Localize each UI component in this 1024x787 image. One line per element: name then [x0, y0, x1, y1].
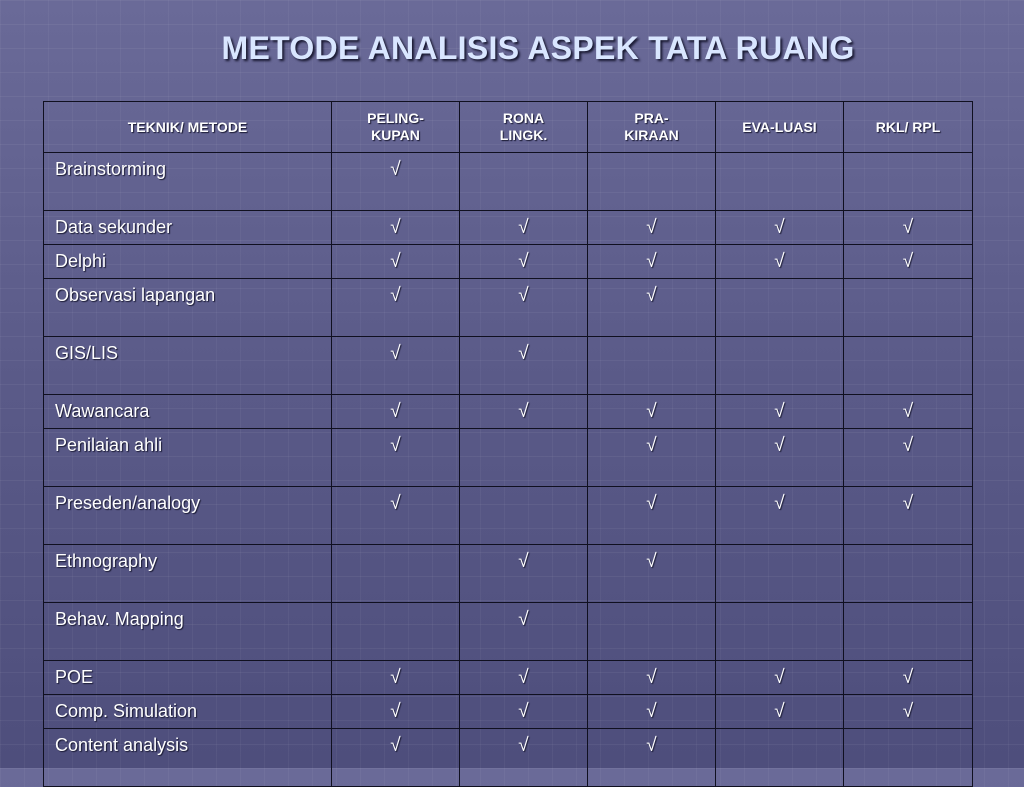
table-row	[44, 487, 973, 545]
method-name-cell: Penilaian ahli	[44, 429, 332, 487]
check-mark-icon: √	[716, 245, 844, 279]
table-row	[44, 245, 973, 279]
empty-cell	[460, 153, 588, 211]
check-mark-icon: √	[844, 661, 973, 695]
table-row	[44, 279, 973, 337]
empty-cell	[332, 545, 460, 603]
check-mark-icon: √	[588, 695, 716, 729]
method-name-cell: Content analysis	[44, 729, 332, 787]
check-mark-icon: √	[588, 661, 716, 695]
table-row	[44, 153, 973, 211]
table-row	[44, 211, 973, 245]
header-cell-rona-lingk: RONA LINGK.	[460, 102, 588, 153]
check-mark-icon: √	[716, 661, 844, 695]
check-mark-icon: √	[588, 429, 716, 487]
check-mark-icon: √	[460, 603, 588, 661]
table-body	[44, 153, 973, 787]
empty-cell	[716, 729, 844, 787]
table-row	[44, 395, 973, 429]
method-name-cell: Wawancara	[44, 395, 332, 429]
empty-cell	[716, 153, 844, 211]
check-mark-icon: √	[332, 211, 460, 245]
check-mark-icon: √	[844, 245, 973, 279]
check-mark-icon: √	[716, 487, 844, 545]
method-name-cell: Preseden/analogy	[44, 487, 332, 545]
header-cell-evaluasi: EVA-LUASI	[716, 102, 844, 153]
empty-cell	[844, 279, 973, 337]
check-mark-icon: √	[332, 395, 460, 429]
method-name-cell: POE	[44, 661, 332, 695]
check-mark-icon: √	[460, 729, 588, 787]
method-name-cell: Observasi lapangan	[44, 279, 332, 337]
method-name-cell: Ethnography	[44, 545, 332, 603]
check-mark-icon: √	[588, 279, 716, 337]
check-mark-icon: √	[844, 429, 973, 487]
check-mark-icon: √	[332, 695, 460, 729]
empty-cell	[460, 487, 588, 545]
table-row	[44, 337, 973, 395]
check-mark-icon: √	[332, 729, 460, 787]
check-mark-icon: √	[716, 211, 844, 245]
check-mark-icon: √	[844, 211, 973, 245]
empty-cell	[588, 337, 716, 395]
empty-cell	[716, 279, 844, 337]
check-mark-icon: √	[332, 337, 460, 395]
header-cell-prakiraan: PRA- KIRAAN	[588, 102, 716, 153]
method-name-cell: Delphi	[44, 245, 332, 279]
check-mark-icon: √	[716, 429, 844, 487]
empty-cell	[588, 153, 716, 211]
method-name-cell: Data sekunder	[44, 211, 332, 245]
header-row	[44, 102, 973, 153]
check-mark-icon: √	[460, 279, 588, 337]
check-mark-icon: √	[460, 337, 588, 395]
empty-cell	[844, 729, 973, 787]
check-mark-icon: √	[588, 211, 716, 245]
table-row	[44, 603, 973, 661]
check-mark-icon: √	[460, 245, 588, 279]
empty-cell	[716, 337, 844, 395]
check-mark-icon: √	[844, 695, 973, 729]
check-mark-icon: √	[332, 153, 460, 211]
check-mark-icon: √	[588, 729, 716, 787]
method-name-cell: Brainstorming	[44, 153, 332, 211]
header-cell-pelingkupan: PELING- KUPAN	[332, 102, 460, 153]
empty-cell	[716, 603, 844, 661]
check-mark-icon: √	[460, 661, 588, 695]
check-mark-icon: √	[588, 487, 716, 545]
method-table	[43, 101, 973, 787]
empty-cell	[844, 337, 973, 395]
check-mark-icon: √	[332, 279, 460, 337]
empty-cell	[460, 429, 588, 487]
empty-cell	[332, 603, 460, 661]
table-row	[44, 661, 973, 695]
check-mark-icon: √	[460, 695, 588, 729]
check-mark-icon: √	[332, 245, 460, 279]
empty-cell	[844, 603, 973, 661]
check-mark-icon: √	[716, 395, 844, 429]
slide-title: METODE ANALISIS ASPEK TATA RUANG	[221, 30, 855, 66]
check-mark-icon: √	[588, 395, 716, 429]
table-row	[44, 545, 973, 603]
table-row	[44, 729, 973, 787]
empty-cell	[588, 603, 716, 661]
check-mark-icon: √	[844, 487, 973, 545]
check-mark-icon: √	[332, 487, 460, 545]
table-row	[44, 695, 973, 729]
empty-cell	[844, 153, 973, 211]
header-cell-rkl-rpl: RKL/ RPL	[844, 102, 973, 153]
header-cell-teknik-metode: TEKNIK/ METODE	[44, 102, 332, 153]
method-name-cell: Comp. Simulation	[44, 695, 332, 729]
check-mark-icon: √	[460, 211, 588, 245]
method-name-cell: Behav. Mapping	[44, 603, 332, 661]
table-row	[44, 429, 973, 487]
check-mark-icon: √	[844, 395, 973, 429]
check-mark-icon: √	[460, 545, 588, 603]
check-mark-icon: √	[332, 661, 460, 695]
empty-cell	[844, 545, 973, 603]
check-mark-icon: √	[588, 245, 716, 279]
check-mark-icon: √	[588, 545, 716, 603]
method-name-cell: GIS/LIS	[44, 337, 332, 395]
check-mark-icon: √	[716, 695, 844, 729]
empty-cell	[716, 545, 844, 603]
check-mark-icon: √	[332, 429, 460, 487]
check-mark-icon: √	[460, 395, 588, 429]
